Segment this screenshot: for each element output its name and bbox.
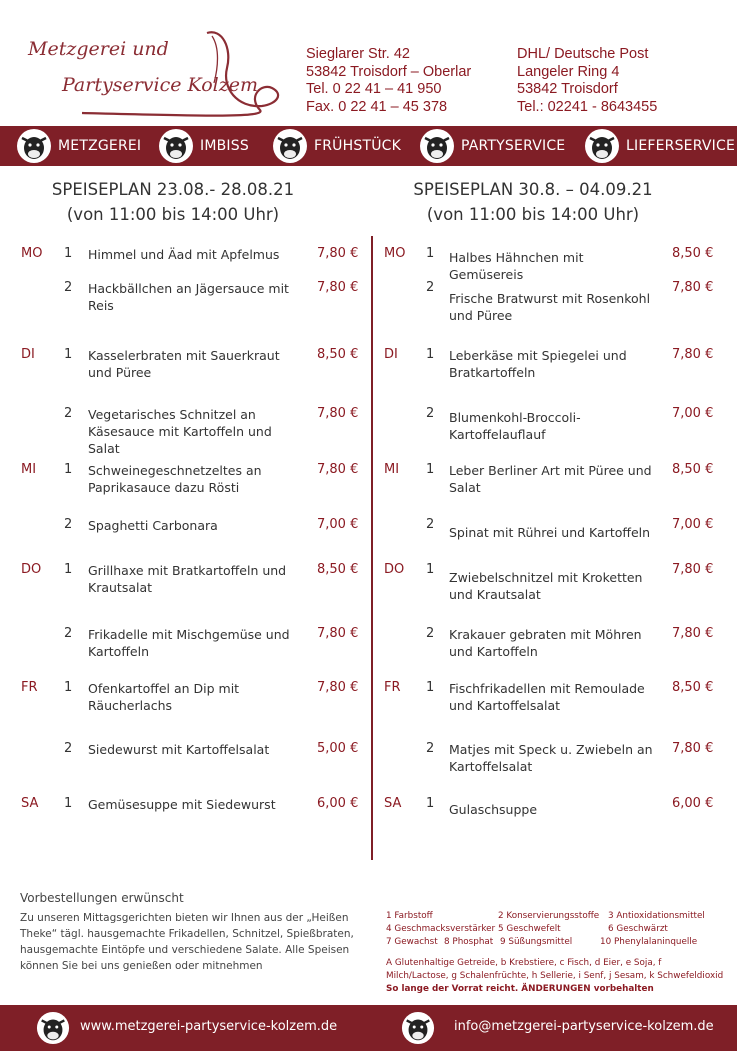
additives-list [386, 910, 726, 949]
cow-icon [36, 1011, 70, 1045]
additive-item: 1 Farbstoff [386, 911, 433, 921]
cow-icon [419, 128, 455, 164]
address-main [306, 46, 471, 116]
dish-number: 2 [64, 741, 73, 756]
cow-icon [16, 128, 52, 164]
dish-number: 1 [426, 347, 435, 362]
logo [22, 28, 292, 123]
day-label: MI [21, 462, 37, 477]
dish-name: Spinat mit Rührei und Kartoffeln [449, 525, 651, 540]
day-label: DI [384, 347, 398, 362]
additive-item: 9 Süßungsmittel [500, 937, 573, 947]
info-text: Zu unseren Mittagsgerichten bieten wir Ihnen aus der „Heißen Theke“ tägl. hausgemachte Frikadellen, Schnitzel, Spießbraten, hausgemachte Eintöpfe und verschiedene Salate. Alle Speisen können Sie bei uns genießen oder mitnehmen [20, 912, 354, 972]
day-label: FR [21, 680, 38, 695]
dish-number: 1 [64, 796, 73, 811]
preorder-title: Vorbestellungen erwünscht [20, 891, 184, 905]
dish-name: Gulaschsuppe [449, 802, 538, 817]
dish-name: Leber Berliner Art mit Püree und Salat [449, 463, 652, 495]
dish-number: 1 [64, 462, 73, 477]
stock-notice: So lange der Vorrat reicht. ÄNDERUNGEN vorbehalten [386, 984, 654, 994]
dish-price: 7,00 € [672, 406, 714, 421]
additive-item: 8 Phosphat [444, 937, 494, 947]
dish-number: 2 [426, 517, 435, 532]
address-line: 53842 Troisdorf [517, 81, 618, 97]
dish-name: Frische Bratwurst mit Rosenkohl und Püree [449, 291, 651, 323]
nav-item-partyservice[interactable] [419, 128, 565, 164]
dish-name: Fischfrikadellen mit Remoulade und Kartoffelsalat [449, 681, 645, 713]
additive-item: 7 Gewachst [386, 937, 438, 947]
day-label: MO [384, 246, 406, 261]
nav-label: PARTYSERVICE [461, 138, 566, 154]
dish-name: Gemüsesuppe mit Siedewurst [88, 797, 276, 812]
dish-number: 2 [64, 517, 73, 532]
dish-number: 2 [426, 280, 435, 295]
additive-item: 5 Geschwefelt [498, 924, 561, 934]
week1-hours: (von 11:00 bis 14:00 Uhr) [66, 205, 280, 224]
logo-text-line1: Metzgerei und [28, 38, 169, 60]
day-label: MO [21, 246, 43, 261]
dish-price: 7,80 € [672, 280, 714, 295]
dish-name: Vegetarisches Schnitzel an Käsesauce mit Kartoffeln und Salat [88, 407, 272, 456]
address-line: DHL/ Deutsche Post [517, 46, 649, 62]
nav-label: IMBISS [200, 138, 249, 154]
week2-title: SPEISEPLAN 30.8. – 04.09.21 [413, 180, 653, 199]
nav-label: FRÜHSTÜCK [314, 138, 401, 154]
contact-bar [0, 1005, 737, 1051]
dish-name: Grillhaxe mit Bratkartoffeln und Krautsalat [88, 563, 287, 595]
dish-name: Matjes mit Speck u. Zwiebeln an Kartoffelsalat [449, 742, 653, 774]
additive-item: 6 Geschwärzt [608, 924, 668, 934]
dish-number: 2 [426, 741, 435, 756]
week1-title: SPEISEPLAN 23.08.- 28.08.21 [51, 180, 295, 199]
category-bar [0, 126, 737, 166]
dish-name: Hackbällchen an Jägersauce mit Reis [88, 281, 289, 313]
week1-header [20, 177, 326, 227]
dish-price: 6,00 € [317, 796, 359, 811]
dish-price: 7,80 € [317, 626, 359, 641]
week2-hours: (von 11:00 bis 14:00 Uhr) [426, 205, 640, 224]
additive-item: 3 Antioxidationsmittel [608, 911, 705, 921]
nav-item-fruehstueck[interactable] [272, 128, 401, 164]
nav-label: METZGEREI [58, 138, 142, 154]
dish-number: 1 [426, 796, 435, 811]
day-label: SA [21, 796, 39, 811]
website-link[interactable]: www.metzgerei-partyservice-kolzem.de [80, 1019, 338, 1034]
day-label: DI [21, 347, 35, 362]
dish-number: 1 [426, 462, 435, 477]
logo-text-line2: Partyservice Kolzem [62, 74, 258, 96]
additive-item: 2 Konservierungsstoffe [498, 911, 600, 921]
dish-price: 8,50 € [672, 246, 714, 261]
cow-icon [584, 128, 620, 164]
week2-header [380, 177, 686, 227]
dish-number: 2 [64, 280, 73, 295]
dish-name: Halbes Hähnchen mit Gemüsereis [449, 250, 584, 282]
dish-price: 8,50 € [317, 562, 359, 577]
dish-number: 2 [64, 406, 73, 421]
allergen-text: A Glutenhaltige Getreide, b Krebstiere, c Fisch, d Eier, e Soja, f Milch/Lactose, g Schalenfrüchte, h Sellerie, i Senf, j Sesam, k Schwefeldioxid [386, 958, 724, 981]
dish-name: Himmel und Äad mit Apfelmus [88, 247, 280, 262]
dish-price: 8,50 € [672, 680, 714, 695]
dish-name: Frikadelle mit Mischgemüse und Kartoffeln [88, 627, 290, 659]
email-link[interactable]: info@metzgerei-partyservice-kolzem.de [454, 1019, 714, 1034]
dish-name: Kasselerbraten mit Sauerkraut und Püree [88, 348, 280, 380]
dish-number: 1 [426, 680, 435, 695]
additive-item: 10 Phenylalaninquelle [600, 937, 698, 947]
dish-number: 1 [426, 246, 435, 261]
dish-price: 7,80 € [672, 562, 714, 577]
allergen-legend [386, 910, 726, 996]
dish-price: 7,80 € [317, 680, 359, 695]
dish-name: Blumenkohl-Broccoli-Kartoffelauflauf [449, 410, 581, 442]
dish-number: 1 [64, 562, 73, 577]
dish-price: 7,00 € [317, 517, 359, 532]
nav-label: LIEFERSERVICE [626, 138, 736, 154]
dish-price: 7,80 € [672, 347, 714, 362]
dish-name: Leberkäse mit Spiegelei und Bratkartoffeln [449, 348, 627, 380]
nav-item-imbiss[interactable] [158, 128, 249, 164]
day-label: DO [21, 562, 42, 577]
cow-icon [272, 128, 308, 164]
dish-price: 7,80 € [317, 280, 359, 295]
address-line: 53842 Troisdorf – Oberlar [306, 63, 472, 80]
dish-number: 2 [426, 626, 435, 641]
dish-number: 1 [64, 246, 73, 261]
address-post [517, 46, 657, 116]
dish-price: 7,80 € [672, 626, 714, 641]
cow-icon [158, 128, 194, 164]
dish-price: 7,80 € [317, 246, 359, 261]
address-line: Langeler Ring 4 [517, 63, 620, 80]
nav-item-metzgerei[interactable] [16, 128, 141, 164]
dish-price: 8,50 € [317, 347, 359, 362]
dish-name: Schweinegeschnetzeltes an Paprikasauce dazu Rösti [88, 463, 262, 495]
allergen-letters [386, 957, 726, 996]
dish-price: 7,80 € [317, 406, 359, 421]
day-label: SA [384, 796, 402, 811]
day-label: DO [384, 562, 405, 577]
dish-price: 7,80 € [672, 741, 714, 756]
dish-name: Siedewurst mit Kartoffelsalat [88, 742, 270, 757]
dish-number: 2 [64, 626, 73, 641]
address-line: Tel.: 02241 - 8643455 [517, 98, 658, 115]
dish-price: 5,00 € [317, 741, 359, 756]
cow-icon [401, 1011, 435, 1045]
dish-name: Krakauer gebraten mit Möhren und Kartoffeln [449, 627, 642, 659]
dish-number: 1 [64, 347, 73, 362]
additive-item: 4 Geschmacksverstärker [386, 924, 496, 934]
dish-price: 6,00 € [672, 796, 714, 811]
address-line: Sieglarer Str. 42 [306, 46, 410, 62]
dish-name: Spaghetti Carbonara [88, 518, 218, 533]
dish-number: 1 [426, 562, 435, 577]
dish-number: 2 [426, 406, 435, 421]
address-line: Tel. 0 22 41 – 41 950 [306, 81, 442, 97]
dish-name: Zwiebelschnitzel mit Kroketten und Krautsalat [449, 570, 643, 602]
nav-item-lieferservice[interactable] [584, 128, 735, 164]
dish-price: 7,00 € [672, 517, 714, 532]
column-divider [371, 236, 373, 860]
dish-price: 8,50 € [672, 462, 714, 477]
day-label: MI [384, 462, 400, 477]
day-label: FR [384, 680, 401, 695]
address-line: Fax. 0 22 41 – 45 378 [306, 98, 448, 115]
dish-number: 1 [64, 680, 73, 695]
dish-name: Ofenkartoffel an Dip mit Räucherlachs [88, 681, 240, 713]
dish-price: 7,80 € [317, 462, 359, 477]
